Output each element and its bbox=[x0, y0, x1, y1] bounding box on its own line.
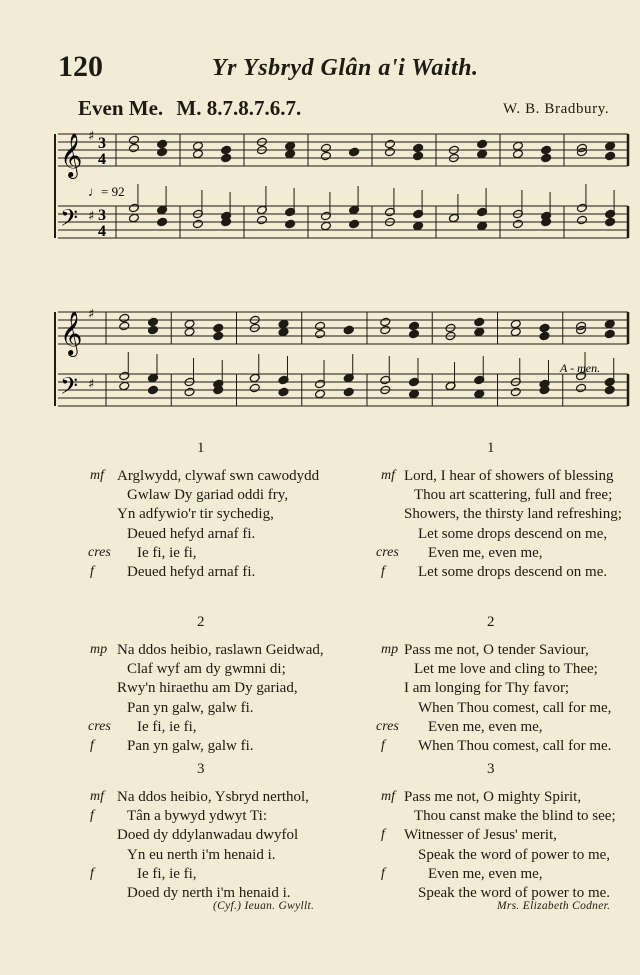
note-head bbox=[315, 321, 326, 331]
note-head bbox=[192, 219, 203, 229]
english-verse-number: 3 bbox=[487, 761, 495, 777]
english-verse-line: Even me, even me, bbox=[428, 718, 543, 735]
note-head bbox=[157, 139, 168, 149]
treble-clef: 𝄞 bbox=[60, 133, 83, 177]
english-verse-number: 1 bbox=[487, 440, 495, 456]
note-head bbox=[477, 139, 488, 149]
music-score bbox=[0, 0, 640, 420]
note-head bbox=[408, 389, 419, 399]
note-head bbox=[320, 143, 331, 153]
note-head bbox=[278, 387, 289, 397]
note-head bbox=[474, 389, 485, 399]
note-head bbox=[539, 323, 550, 333]
note-head bbox=[157, 217, 168, 227]
time-signature: 4 bbox=[98, 151, 106, 168]
dynamic-marking: cres bbox=[88, 718, 111, 734]
dynamic-marking: f bbox=[381, 865, 385, 881]
english-verse-line: Let some drops descend on me. bbox=[418, 564, 608, 580]
note-head bbox=[541, 153, 552, 163]
note-head bbox=[119, 381, 130, 391]
welsh-verse-number: 1 bbox=[197, 440, 205, 456]
note-head bbox=[474, 317, 485, 327]
english-verse-number: 2 bbox=[487, 614, 495, 630]
tune-name: Even Me. bbox=[78, 96, 164, 120]
note-head bbox=[285, 219, 296, 229]
note-head bbox=[384, 139, 395, 149]
note-head bbox=[157, 147, 168, 157]
welsh-verse-line: Pan yn galw, galw fi. bbox=[127, 699, 254, 716]
dynamic-marking: cres bbox=[88, 544, 111, 560]
welsh-verse-line: Rwy'n hiraethu am Dy gariad, bbox=[117, 680, 298, 697]
key-signature: ♯ bbox=[88, 129, 95, 144]
welsh-verse-line: Ie fi, ie fi, bbox=[137, 865, 197, 882]
note-head bbox=[604, 319, 615, 329]
note-head bbox=[213, 323, 224, 333]
welsh-verse-line: Tân a bywyd ydwyt Ti: bbox=[127, 808, 268, 825]
note-head bbox=[192, 141, 203, 151]
time-signature: 4 bbox=[98, 223, 106, 240]
english-verse-line: Let some drops descend on me, bbox=[418, 525, 608, 542]
note-head bbox=[128, 143, 139, 153]
english-verse-line: I am longing for Thy favor; bbox=[404, 680, 570, 697]
note-head bbox=[119, 321, 130, 331]
dynamic-marking: f bbox=[90, 738, 94, 753]
tune-meter: M. 8.7.8.7.6.7. bbox=[176, 96, 302, 120]
key-signature: ♯ bbox=[88, 209, 95, 224]
dynamic-marking: cres bbox=[376, 544, 399, 560]
note-head bbox=[285, 149, 296, 159]
note-head bbox=[221, 153, 232, 163]
note-head bbox=[147, 325, 158, 335]
running-title: Yr Ysbryd Glân a'i Waith. bbox=[212, 55, 479, 81]
note-head bbox=[192, 149, 203, 159]
dynamic-marking: f bbox=[381, 564, 385, 579]
welsh-verse-line: Deued hefyd arnaf fi. bbox=[127, 525, 256, 542]
note-head bbox=[221, 145, 232, 155]
dynamic-marking: f bbox=[90, 564, 94, 579]
note-head bbox=[147, 317, 158, 327]
composer: W. B. Bradbury. bbox=[503, 101, 610, 117]
note-head bbox=[278, 319, 289, 329]
note-head bbox=[256, 215, 267, 225]
dynamic-marking: mf bbox=[381, 789, 395, 804]
note-head bbox=[604, 329, 615, 339]
dynamic-marking: f bbox=[381, 738, 385, 753]
note-head bbox=[408, 329, 419, 339]
note-head bbox=[278, 327, 289, 337]
welsh-verse-line: Arglwydd, clywaf swn cawodydd bbox=[117, 468, 320, 484]
note-head bbox=[604, 385, 615, 395]
note-head bbox=[320, 151, 331, 161]
note-head bbox=[285, 141, 296, 151]
note-head bbox=[510, 319, 521, 329]
time-signature: 3 bbox=[98, 207, 106, 224]
note-head bbox=[512, 149, 523, 159]
dynamic-marking: mf bbox=[381, 468, 395, 483]
note-head bbox=[413, 151, 424, 161]
note-head bbox=[384, 147, 395, 157]
note-head bbox=[477, 221, 488, 231]
note-head bbox=[541, 145, 552, 155]
note-head bbox=[128, 135, 139, 145]
english-verse-line: Thou canst make the blind to see; bbox=[414, 808, 616, 825]
note-head bbox=[512, 219, 523, 229]
welsh-verse-line: Yn adfywio'r tir sychedig, bbox=[117, 506, 274, 523]
note-head bbox=[349, 147, 360, 157]
note-head bbox=[184, 319, 195, 329]
note-head bbox=[380, 317, 391, 327]
english-verse-line: Lord, I hear of showers of blessing bbox=[404, 468, 614, 484]
bass-clef: 𝄢 bbox=[60, 372, 79, 405]
note-head bbox=[510, 327, 521, 337]
note-head bbox=[184, 387, 195, 397]
dynamic-marking: f bbox=[90, 808, 94, 824]
bass-clef: 𝄢 bbox=[60, 204, 79, 237]
note-head bbox=[605, 217, 616, 227]
english-verse-line: When Thou comest, call for me, bbox=[418, 699, 612, 716]
key-signature: ♯ bbox=[88, 307, 95, 322]
note-head bbox=[605, 141, 616, 151]
note-head bbox=[512, 141, 523, 151]
note-head bbox=[576, 215, 587, 225]
welsh-verse-line: Doed dy nerth i'm henaid i. bbox=[127, 885, 291, 901]
note-head bbox=[184, 327, 195, 337]
treble-clef: 𝄞 bbox=[60, 311, 83, 355]
key-signature: ♯ bbox=[88, 377, 95, 392]
note-head bbox=[539, 331, 550, 341]
welsh-verse-number: 2 bbox=[197, 614, 205, 630]
note-head bbox=[147, 385, 158, 395]
note-head bbox=[128, 213, 139, 223]
welsh-verse-line: Pan yn galw, galw fi. bbox=[127, 738, 254, 754]
note-head bbox=[320, 221, 331, 231]
note-head bbox=[315, 329, 326, 339]
page-number: 120 bbox=[58, 50, 103, 83]
english-verse-line: Let me love and cling to Thee; bbox=[414, 661, 598, 678]
welsh-verse-line: Ie fi, ie fi, bbox=[137, 544, 197, 561]
dynamic-marking: f bbox=[90, 865, 94, 881]
note-head bbox=[213, 331, 224, 341]
welsh-verse-line: Na ddos heibio, raslawn Geidwad, bbox=[117, 642, 324, 658]
note-head bbox=[380, 325, 391, 335]
note-head bbox=[315, 389, 326, 399]
tempo-marking: ♩= 92 bbox=[88, 184, 125, 199]
welsh-verse-line: Ie fi, ie fi, bbox=[137, 718, 197, 735]
note-head bbox=[510, 387, 521, 397]
note-head bbox=[408, 321, 419, 331]
english-verse-line: Speak the word of power to me. bbox=[418, 885, 611, 901]
note-head bbox=[249, 383, 260, 393]
note-head bbox=[343, 387, 354, 397]
time-signature: 3 bbox=[98, 135, 106, 152]
english-verse-line: Even me, even me, bbox=[428, 544, 543, 561]
welsh-credit: (Cyf.) Ieuan. Gwyllt. bbox=[213, 900, 315, 912]
english-verse-line: Even me, even me, bbox=[428, 865, 543, 882]
dynamic-marking: mp bbox=[90, 642, 108, 657]
welsh-verse-line: Gwlaw Dy gariad oddi fry, bbox=[127, 487, 289, 504]
welsh-verse-line: Na ddos heibio, Ysbryd nerthol, bbox=[117, 789, 309, 805]
welsh-verse-line: Doed dy ddylanwadau dwyfol bbox=[117, 827, 299, 844]
note-head bbox=[343, 325, 354, 335]
welsh-verse-line: Deued hefyd arnaf fi. bbox=[127, 564, 256, 580]
english-credit: Mrs. Elizabeth Codner. bbox=[497, 900, 611, 912]
english-verse-line: When Thou comest, call for me. bbox=[418, 738, 612, 754]
english-verse-line: Pass me not, O mighty Spirit, bbox=[404, 789, 582, 805]
dynamic-marking: f bbox=[381, 827, 385, 843]
amen-text: A - men. bbox=[560, 361, 601, 375]
english-verse-line: Showers, the thirsty land refreshing; bbox=[404, 506, 622, 523]
welsh-verse-number: 3 bbox=[197, 761, 205, 777]
english-verse-line: Pass me not, O tender Saviour, bbox=[404, 642, 589, 658]
english-verse-line: Thou art scattering, full and free; bbox=[414, 487, 613, 504]
note-head bbox=[349, 219, 360, 229]
note-head bbox=[474, 327, 485, 337]
dynamic-marking: cres bbox=[376, 718, 399, 734]
note-head bbox=[413, 143, 424, 153]
note-head bbox=[477, 149, 488, 159]
staff-systems bbox=[55, 129, 628, 406]
english-verse-line: Speak the word of power to me, bbox=[418, 846, 611, 863]
english-verse-line: Witnesser of Jesus' merit, bbox=[404, 827, 557, 844]
dynamic-marking: mf bbox=[90, 468, 104, 483]
note-head bbox=[413, 221, 424, 231]
welsh-verse-line: Yn eu nerth i'm henaid i. bbox=[127, 846, 276, 863]
note-head bbox=[576, 383, 587, 393]
note-head bbox=[605, 151, 616, 161]
welsh-verse-line: Claf wyf am dy gwmni di; bbox=[127, 661, 286, 678]
dynamic-marking: mf bbox=[90, 789, 104, 804]
dynamic-marking: mp bbox=[381, 642, 399, 657]
note-head bbox=[119, 313, 130, 323]
